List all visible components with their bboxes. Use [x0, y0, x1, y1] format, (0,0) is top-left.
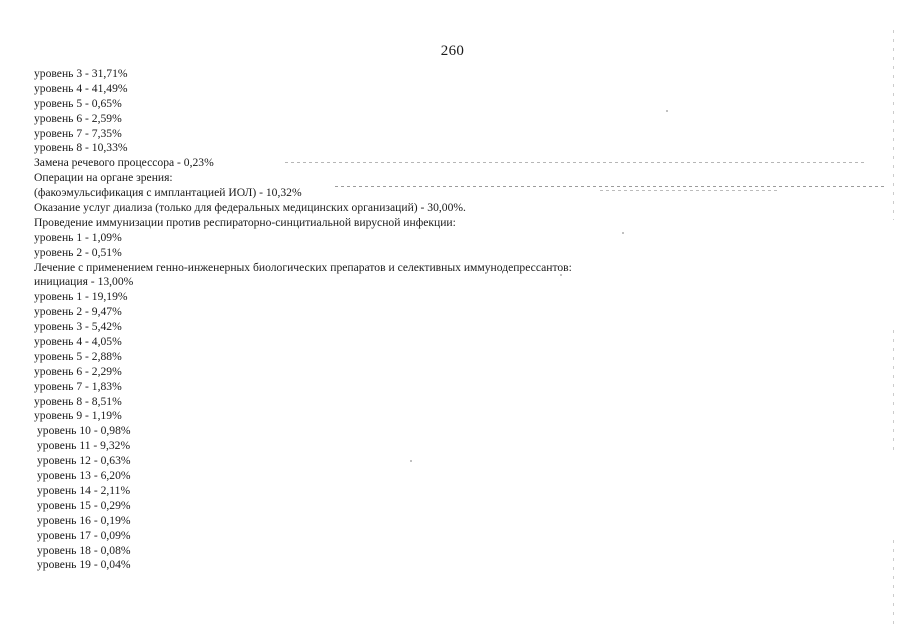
scan-edge-mark [893, 330, 894, 450]
text-line: уровень 2 - 0,51% [34, 245, 122, 259]
text-line: (факоэмульсификация с имплантацией ИОЛ) - 10,32% [34, 186, 302, 200]
text-line: инициация - 13,00% [34, 275, 134, 289]
text-line: уровень 15 - 0,29% [37, 498, 131, 512]
text-line: уровень 1 - 1,09% [34, 230, 122, 244]
text-line: уровень 5 - 2,88% [34, 349, 122, 363]
document-body [34, 67, 654, 573]
text-line: уровень 8 - 8,51% [34, 394, 122, 408]
scan-edge-mark [893, 540, 894, 630]
scan-noise-line [600, 190, 780, 191]
text-line: Замена речевого процессора - 0,23% [34, 156, 214, 170]
text-line: уровень 13 - 6,20% [37, 469, 131, 483]
text-line: уровень 8 - 10,33% [34, 141, 128, 155]
text-line: уровень 4 - 41,49% [34, 81, 128, 95]
text-line: уровень 3 - 31,71% [34, 67, 128, 80]
text-line: уровень 10 - 0,98% [37, 424, 131, 438]
page-number: 260 [440, 43, 465, 59]
text-line: уровень 11 - 9,32% [37, 439, 131, 453]
scan-speck [622, 232, 624, 234]
text-line: уровень 2 - 9,47% [34, 305, 122, 319]
section-heading: Лечение с применением генно-инженерных биологических препаратов и селективных иммунодепрессантов: [34, 260, 572, 274]
text-line: уровень 6 - 2,59% [34, 111, 122, 125]
scan-noise-line [335, 186, 885, 187]
text-line: уровень 5 - 0,65% [34, 96, 122, 110]
text-line: уровень 7 - 7,35% [34, 126, 122, 140]
text-line: уровень 18 - 0,08% [37, 543, 131, 557]
section-heading: Операции на органе зрения: [34, 171, 173, 185]
scan-speck [410, 460, 412, 462]
section-heading: Проведение иммунизации против респираторно-синцитиальной вирусной инфекции: [34, 215, 456, 229]
text-line: уровень 7 - 1,83% [34, 379, 122, 393]
text-line: уровень 6 - 2,29% [34, 364, 122, 378]
text-line: уровень 1 - 19,19% [34, 290, 128, 304]
scan-speck [666, 110, 668, 112]
text-line: уровень 4 - 4,05% [34, 335, 122, 349]
scan-noise-line [285, 162, 865, 163]
text-line: уровень 9 - 1,19% [34, 409, 122, 423]
text-line: уровень 14 - 2,11% [37, 483, 131, 497]
text-line: уровень 12 - 0,63% [37, 454, 131, 468]
text-line: уровень 19 - 0,04% [37, 558, 131, 572]
text-line: уровень 17 - 0,09% [37, 528, 131, 542]
scan-edge-mark [893, 30, 894, 220]
text-line: уровень 3 - 5,42% [34, 320, 122, 334]
scan-speck [560, 274, 562, 276]
text-line: Оказание услуг диализа (только для федеральных медицинских организаций) - 30,00%. [34, 201, 466, 215]
text-line: уровень 16 - 0,19% [37, 513, 131, 527]
